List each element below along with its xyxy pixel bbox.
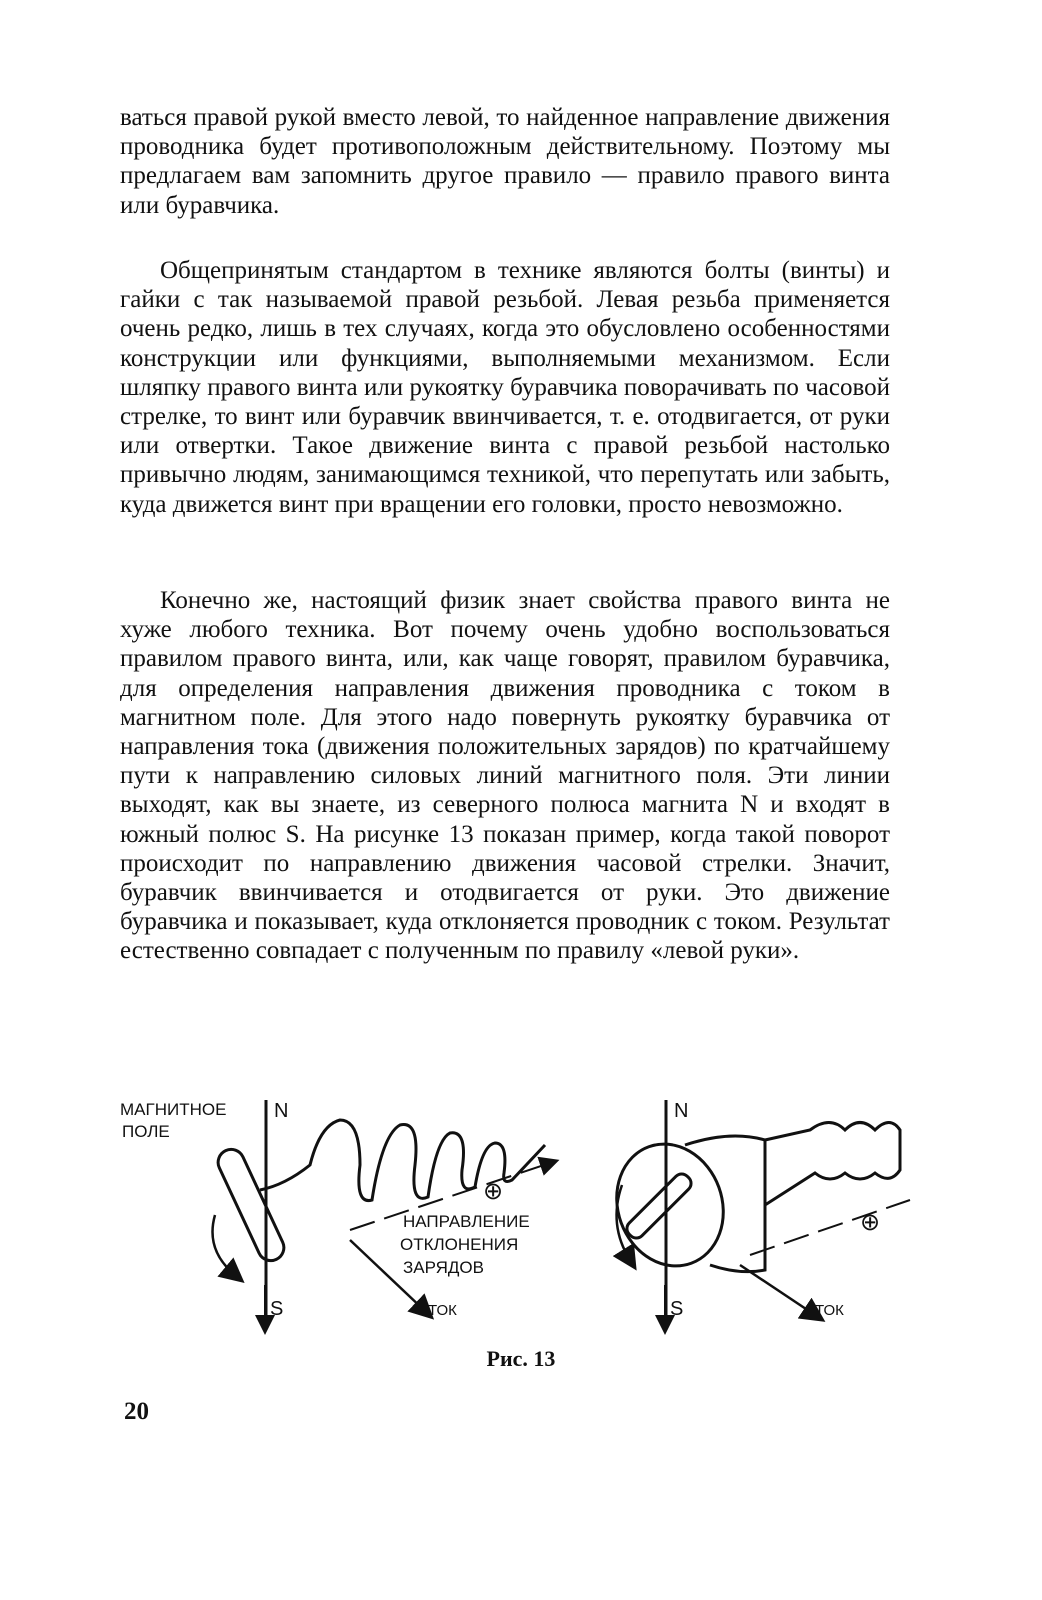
paragraph-2: [120, 256, 890, 519]
north-label-right: N: [674, 1100, 689, 1122]
south-label-right: S: [670, 1298, 684, 1320]
figure-caption: Рис. 13: [486, 1346, 556, 1371]
paragraph-2-text: Общепринятым стандартом в технике являются болты (винты) и гайки с так называемой правой резьбой. Левая резьба применяется очень редко, лишь в тех случаях, когда это обусловлено особенностями конструкции или функциями, выполняемыми механизмом. Если шляпку правого винта или рукоятку буравчика поворачивать по часовой стрелке, то винт или буравчик ввинчивается, т. е. отодвигается, от руки или отвертки. Такое движение винта с правой резьбой настолько привычно людям, занимающимся техникой, что перепутать или забыть, куда движется винт при вращении его головки, просто невозможно.: [120, 257, 890, 518]
positive-charge-right: ⊕: [860, 1209, 881, 1236]
current-label-right: ТОК: [815, 1302, 844, 1319]
rotation-arrow-left: [213, 1215, 236, 1275]
current-arrow-right: [740, 1265, 815, 1315]
paragraph-3-text: Конечно же, настоящий физик знает свойства правого винта не хуже любого техника. Вот почему очень удобно воспользоваться правилом правого винта, или, как чаще говорят, правилом буравчика, для определения направления движения проводника с током в магнитном поле. Для этого надо повернуть рукоятку буравчика от направления тока (движения положительных зарядов) по кратчайшему пути к направлению силовых линий магнитного поля. Эти линии выходят, как вы знаете, из северного полюса магнита N и входят в южный полюс S. На рисунке 13 показан пример, когда такой поворот происходит по направлению движения часовой стрелки. Значит, буравчик ввинчивается и отодвигается от руки. Это движение буравчика и показывает, куда отклоняется проводник с током. Результат естественно совпадает с полученным по правилу «левой руки».: [120, 587, 890, 965]
north-label-left: N: [274, 1100, 289, 1122]
paragraph-1-text: ваться правой рукой вместо левой, то найденное направление движения проводника будет противоположным действительному. Поэтому мы предлагаем вам запомнить другое правило — правило правого винта или буравчика.: [120, 104, 890, 219]
gimlet-handle: [214, 1145, 288, 1265]
page-number: 20: [124, 1398, 149, 1425]
south-label-left: S: [270, 1298, 284, 1320]
field-label-line1: МАГНИТНОЕ: [120, 1100, 227, 1119]
field-label-line2: ПОЛЕ: [122, 1122, 170, 1141]
paragraph-3: [120, 586, 890, 966]
deflection-label-line2: ОТКЛОНЕНИЯ: [400, 1235, 519, 1254]
paragraph-1: [120, 103, 890, 220]
current-label-left: ТОК: [428, 1302, 457, 1319]
screw-thread: [765, 1123, 900, 1206]
figure-13: [110, 1085, 910, 1340]
figure-13-illustration: [110, 1085, 910, 1340]
screw-head: [600, 1129, 740, 1281]
positive-charge-left: ⊕: [483, 1178, 504, 1205]
deflection-label-line1: НАПРАВЛЕНИЕ: [403, 1212, 530, 1231]
screw-slot: [624, 1171, 695, 1242]
deflection-label-line3: ЗАРЯДОВ: [403, 1258, 484, 1277]
screw-axis: [750, 1200, 910, 1255]
